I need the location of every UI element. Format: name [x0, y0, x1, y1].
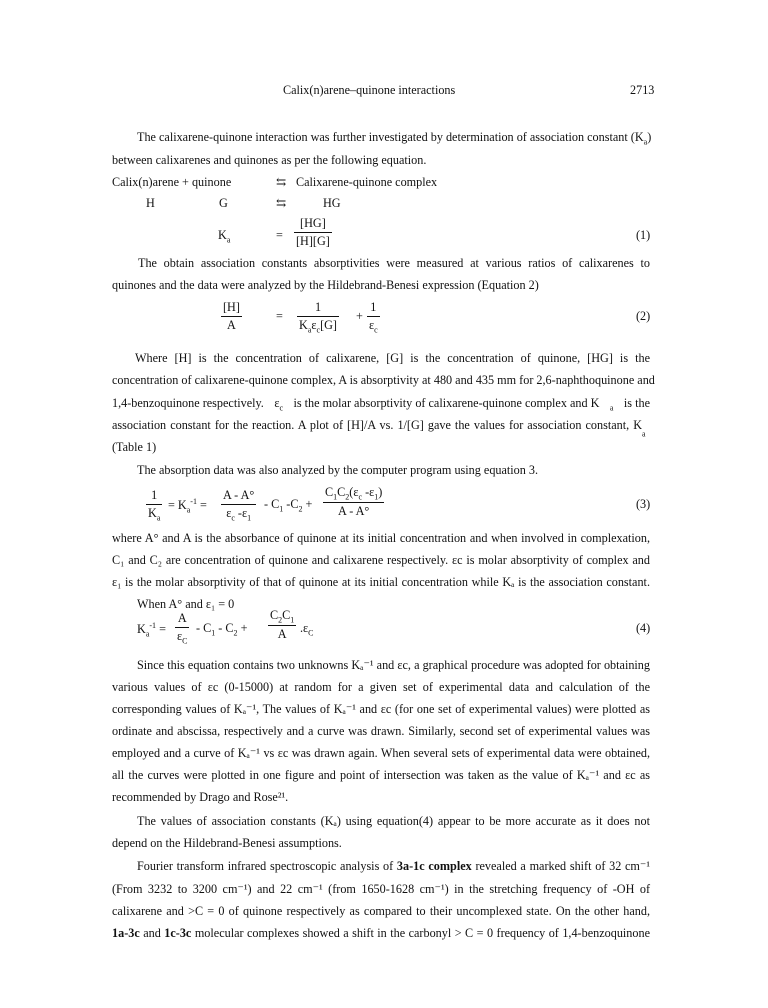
para3-line-1: Where [H] is the concentration of calixarene, [G] is the concentration of quinone, [HG] is the [135, 351, 650, 365]
eq3-body-1: = $K_a^{-1}$ = [168, 497, 207, 515]
running-title: Calix(n)arene–quinone interactions [283, 83, 456, 97]
para5-line-4: When A° and ε₁ = 0 [137, 597, 235, 611]
intro-line-1: The calixarene-quinone interaction was further investigated by determination of association constant $(K_a)$ [137, 130, 652, 147]
para5-line-3: ε₁ is the molar absorptivity of that of quinone at its initial concentration while Kₐ is the association constant. [112, 575, 650, 589]
para6-line-4: ordinate and abscissa, respectively and a curve was drawn. Similarly, second set of experimental values was [112, 724, 650, 738]
para2-line-2: quinones and the data were analyzed by the Hildebrand-Benesi expression (Equation 2) [112, 278, 539, 292]
para5-line-1: where A° and A is the absorbance of quinone at its initial concentration and when involved in complexation, [112, 531, 650, 545]
eq4-fraction-2: $C_2C_1$ A [270, 608, 295, 642]
para8-line-4: 1a-3c and 1c-3c molecular complexes showed a shift in the carbonyl > C = 0 frequency of 1,4-benzoquinone [112, 926, 650, 940]
para4-line-1: The absorption data was also analyzed by the computer program using equation 3. [137, 463, 539, 477]
equilibrium-arrow-2: ⇆ [276, 196, 287, 210]
para8-line-1: Fourier transform infrared spectroscopic analysis of 3a-1c complex revealed a marked shift of 32 cm⁻¹ [137, 859, 650, 873]
page-number: 2713 [630, 83, 655, 97]
para3-line-5: (Table 1) [112, 440, 157, 454]
eq3-fraction-2: $C_1C_2(\varepsilon_c$ $-\varepsilon_1$) A - A° [325, 485, 383, 519]
eq3-fraction-1: A - A° $\varepsilon_c$ $-\varepsilon_1$ [223, 488, 255, 523]
eq4-fraction-1: A $\varepsilon_C$ [177, 611, 188, 646]
para6-line-5: employed and a curve of Kₐ⁻¹ vs εc was drawn again. When several sets of experimental data were obtained, [112, 746, 650, 760]
para8-line-3: calixarene and >C = 0 of quinone respectively as compared to their uncomplexed state. On the other hand, [112, 904, 650, 918]
para7-line-1: The values of association constants (Kₐ) using equation(4) appear to be more accurate as it does not [137, 814, 650, 828]
eq3-body-2: - $C_1$ $-C_2$ + [264, 497, 313, 514]
eq4-body-3: $.\varepsilon_C$ [300, 621, 314, 638]
eq4-body-2: - $C_1 - C_2$ + [196, 621, 248, 638]
equilibrium-arrow: ⇆ [276, 175, 287, 189]
reaction-right: Calixarene-quinone complex [296, 175, 438, 189]
eq2-equals: = [276, 309, 283, 323]
eq1-equals: = [276, 228, 283, 242]
eq2-lhs: [H] A [223, 300, 240, 332]
para3-sub-a: a [642, 429, 646, 439]
para2-line-1: The obtain association constants absorptivities were measured at various ratios of calixarenes to [138, 256, 650, 270]
eq2-term-1: 1 $K_a\varepsilon_c[G]$ [299, 300, 337, 335]
eq4-number: (4) [636, 621, 651, 635]
eq1-fraction: [HG] [H][G] [296, 216, 330, 248]
para6-line-2: various values of εc (0-15000) at random for a given set of experimental data and calculation of the [112, 680, 650, 694]
para7-line-2: depend on the Hildebrand-Benesi assumptions. [112, 836, 342, 850]
eq3-lhs: 1 $K_a$ [148, 488, 161, 523]
para6-line-1: Since this equation contains two unknowns Kₐ⁻¹ and εc, a graphical procedure was adopted for obtaining [137, 658, 650, 672]
intro-line-2: between calixarenes and quinones as per the following equation. [112, 153, 427, 167]
eq1-lhs: $K_a$ [218, 228, 231, 245]
eq3-number: (3) [636, 497, 651, 511]
para5-line-2: C₁ and C₂ are concentration of quinone and calixarene respectively. εc is molar absorptivity of complex and [112, 553, 650, 567]
reaction-left: Calix(n)arene + quinone [112, 175, 232, 189]
eq1-number: (1) [636, 228, 651, 242]
para6-line-3: corresponding values of Kₐ⁻¹, The values of Kₐ⁻¹ and εc (for one set of experimental values) were plotted as [112, 702, 650, 716]
para6-line-7: recommended by Drago and Rose²¹. [112, 790, 289, 804]
label-h: H [146, 196, 155, 210]
eq2-plus: + [356, 309, 363, 323]
eq4-body-1: $K_a^{-1}$ = [137, 621, 166, 639]
label-hg: HG [323, 196, 341, 210]
para6-line-6: all the curves were plotted in one figure and point of intersection was taken as the value of Kₐ⁻¹ and εc as [112, 768, 650, 782]
para8-line-2: (From 3232 to 3200 cm⁻¹) and 22 cm⁻¹ (from 1650-1628 cm⁻¹) in the stretching frequency of -OH of [112, 882, 650, 896]
para3-line-2: concentration of calixarene-quinone complex, A is absorptivity at 480 and 435 mm for 2,6-naphthoquinone and [112, 373, 655, 387]
label-g: G [219, 196, 228, 210]
para3-line-4: association constant for the reaction. A plot of [H]/A vs. 1/[G] gave the values for association constant, K [112, 418, 642, 432]
para3-line-3: 1,4-benzoquinone respectively. $\varepsilon_c$ is the molar absorptivity of calixarene-quinone complex and K $_a$ is the [112, 396, 650, 413]
eq2-number: (2) [636, 309, 651, 323]
eq2-term-2: 1 $\varepsilon_c$ [369, 300, 378, 335]
